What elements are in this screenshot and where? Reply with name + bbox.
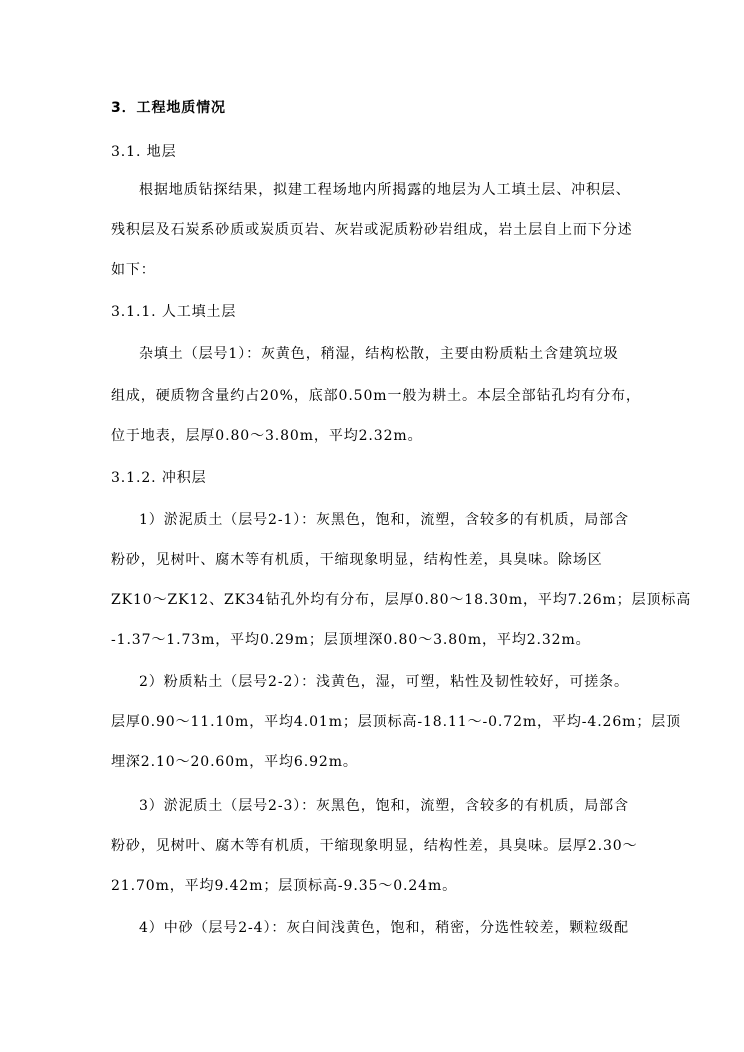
paragraph-line: 杂填土（层号1）：灰黄色，稍湿，结构松散，主要由粉质粘土含建筑垃圾 xyxy=(139,346,619,362)
paragraph-line: 层厚0.90～11.10m，平均4.01m；层顶标高-18.11～-0.72m，平均-4.26m；层顶 xyxy=(111,714,682,730)
paragraph-line: 粉砂，见树叶、腐木等有机质，干缩现象明显，结构性差，具臭味。层厚2.30～ xyxy=(111,838,638,854)
subsection-heading-3-1: 3.1. 地层 xyxy=(111,144,177,160)
paragraph-line: 如下： xyxy=(111,262,156,278)
paragraph-line: 组成，硬质物含量约占20%，底部0.50m一般为耕土。本层全部钻孔均有分布， xyxy=(111,388,641,404)
paragraph-line: 2）粉质粘土（层号2-2）：浅黄色，湿，可塑，粘性及韧性较好，可搓条。 xyxy=(139,674,629,690)
paragraph-line: ZK10～ZK12、ZK34钻孔外均有分布，层厚0.80～18.30m，平均7.26m；层顶标高 xyxy=(111,592,692,608)
subsection-heading-3-1-1: 3.1.1. 人工填土层 xyxy=(111,304,237,320)
paragraph-line: 3）淤泥质土（层号2-3）：灰黑色，饱和，流塑，含较多的有机质，局部含 xyxy=(139,798,629,814)
paragraph-line: 根据地质钻探结果，拟建工程场地内所揭露的地层为人工填土层、冲积层、 xyxy=(139,182,631,198)
section-heading: 3．工程地质情况 xyxy=(111,100,226,116)
paragraph-line: 21.70m，平均9.42m；层顶标高-9.35～0.24m。 xyxy=(111,878,458,894)
paragraph-line: 4）中砂（层号2-4）：灰白间浅黄色，饱和，稍密，分选性较差，颗粒级配 xyxy=(139,920,629,936)
paragraph-line: 位于地表，层厚0.80～3.80m，平均2.32m。 xyxy=(111,428,423,444)
paragraph-line: 粉砂，见树叶、腐木等有机质，干缩现象明显，结构性差，具臭味。除场区 xyxy=(111,552,603,568)
paragraph-line: 1）淤泥质土（层号2-1）：灰黑色，饱和，流塑，含较多的有机质，局部含 xyxy=(139,512,629,528)
paragraph-line: 埋深2.10～20.60m，平均6.92m。 xyxy=(111,754,358,770)
paragraph-line: -1.37～1.73m，平均0.29m；层顶埋深0.80～3.80m，平均2.32m。 xyxy=(111,632,591,648)
paragraph-line: 残积层及石炭系砂质或炭质页岩、灰岩或泥质粉砂岩组成，岩土层自上而下分述 xyxy=(111,222,633,238)
subsection-heading-3-1-2: 3.1.2. 冲积层 xyxy=(111,470,207,486)
